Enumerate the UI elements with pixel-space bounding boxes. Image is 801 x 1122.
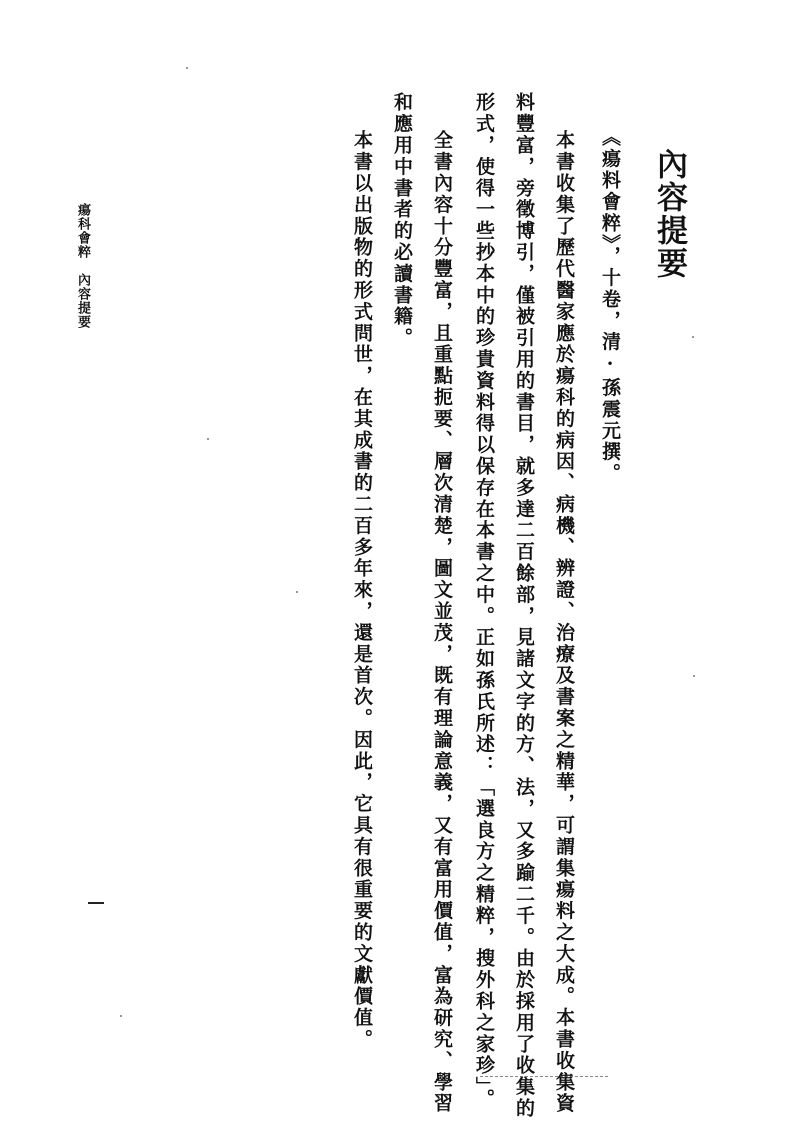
scan-mark	[480, 1076, 608, 1078]
scan-speck	[207, 438, 209, 440]
text-column-6: 和應用中書者的必讀書籍。	[391, 92, 413, 349]
text-column-2: 本書收集了歷代醫家應於瘍科的病因、病機、辨證、治療及書案之精華，可謂集瘍料之大成。本書收集資	[553, 130, 575, 1115]
text-column-1: 《瘍料會粹》，十卷，清·孫震元撰。	[599, 127, 621, 485]
scan-speck	[692, 336, 694, 338]
text-column-4: 形式，使得一些抄本中的珍貴資料得以保存在本書之中。正如孫氏所述：「選良方之精粹，搜外科之家珍」。	[473, 92, 495, 1110]
scan-speck	[693, 675, 695, 677]
side-caption: 瘍科會粹 內容提要	[75, 203, 90, 329]
page-number	[88, 902, 104, 904]
scan-speck	[296, 591, 298, 593]
text-column-5: 全書內容十分豐富，且重點扼要、層次清楚，圖文並茂，既有理論意義，又有富用價值，富為研究、學習	[431, 130, 453, 1115]
scan-speck	[186, 67, 188, 69]
scan-speck	[120, 1015, 122, 1017]
page-title: 內容提要	[651, 148, 687, 280]
text-column-7: 本書以出版物的形式問世，在其成書的二百多年來，還是首次。因此，它具有很重要的文獻價值。	[351, 130, 373, 1051]
text-column-3: 料豐富，旁徵博引，僅被引用的書目，就多達二百餘部，見諸文字的方、法，又多踰二千。由於採用了收集的	[513, 92, 535, 1120]
